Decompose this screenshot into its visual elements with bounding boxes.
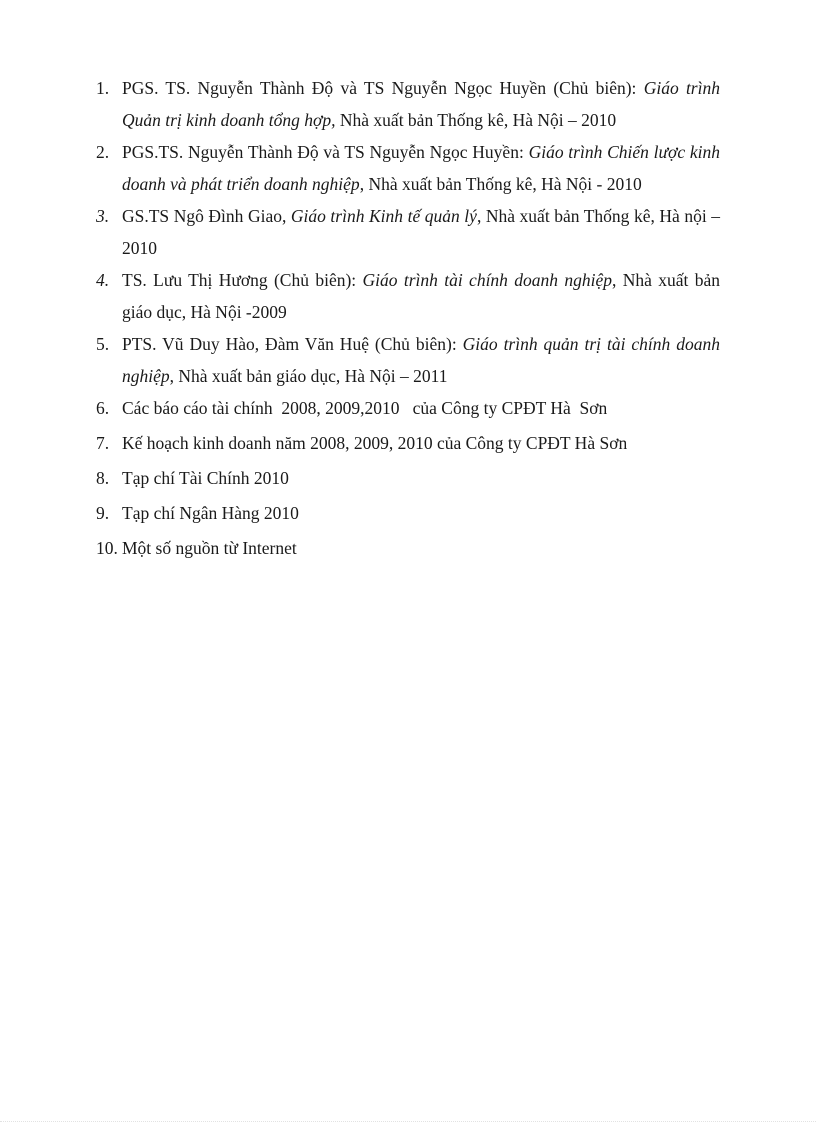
reference-publisher: , Nhà xuất bản Thống kê, Hà Nội - 2010 xyxy=(359,174,642,194)
reference-number: 2. xyxy=(96,142,110,162)
reference-author: PGS.TS. Nguyễn Thành Độ và TS Nguyễn Ngọc Huyền: xyxy=(122,142,529,162)
reference-number: 4. xyxy=(96,270,110,290)
reference-item-2 xyxy=(96,136,720,200)
reference-number: 7. xyxy=(96,433,110,453)
reference-list xyxy=(96,72,720,567)
reference-item-4 xyxy=(96,264,720,328)
reference-number: 6. xyxy=(96,398,110,418)
reference-text: Tạp chí Ngân Hàng 2010 xyxy=(122,503,299,523)
reference-text xyxy=(122,136,720,200)
reference-number: 5. xyxy=(96,334,110,354)
reference-text: Kế hoạch kinh doanh năm 2008, 2009, 2010 của Công ty CPĐT Hà Sơn xyxy=(122,433,628,453)
reference-title: Giáo trình quản trị tài chính doanh nghiệp xyxy=(122,334,720,386)
reference-publisher: , Nhà xuất bản giáo dục, Hà Nội -2009 xyxy=(122,270,720,322)
reference-text xyxy=(122,328,720,392)
page-bottom-divider xyxy=(0,1121,816,1122)
reference-number: 8. xyxy=(96,468,110,488)
reference-item-3 xyxy=(96,200,720,264)
reference-text: Tạp chí Tài Chính 2010 xyxy=(122,468,289,488)
reference-title: Giáo trình tài chính doanh nghiệp xyxy=(362,270,613,290)
reference-number: 1. xyxy=(96,78,110,98)
reference-item-1 xyxy=(96,72,720,136)
reference-number: 10. xyxy=(96,538,118,558)
reference-author: GS.TS Ngô Đình Giao, xyxy=(122,206,291,226)
reference-title: Giáo trình Quản trị kinh doanh tổng hợp, xyxy=(122,78,720,130)
reference-text xyxy=(122,72,720,136)
reference-number: 9. xyxy=(96,503,110,523)
reference-title: Giáo trình Chiến lược kinh doanh và phát triển doanh nghiệp xyxy=(122,142,720,194)
reference-text: Một số nguồn từ Internet xyxy=(122,538,297,558)
reference-item-6 xyxy=(96,392,720,424)
reference-item-10 xyxy=(96,532,720,564)
reference-item-9 xyxy=(96,497,720,529)
reference-author: PTS. Vũ Duy Hào, Đàm Văn Huệ (Chủ biên): xyxy=(122,334,463,354)
reference-publisher: Nhà xuất bản Thống kê, Hà Nội – 2010 xyxy=(335,110,617,130)
reference-author: TS. Lưu Thị Hương (Chủ biên): xyxy=(122,270,363,290)
reference-title: Giáo trình Kinh tế quản lý xyxy=(290,206,477,226)
reference-number: 3. xyxy=(96,206,110,226)
reference-text xyxy=(122,200,720,264)
reference-publisher: , Nhà xuất bản giáo dục, Hà Nội – 2011 xyxy=(169,366,448,386)
reference-text: Các báo cáo tài chính 2008, 2009,2010 của Công ty CPĐT Hà Sơn xyxy=(122,398,608,418)
reference-item-5 xyxy=(96,328,720,392)
reference-text xyxy=(122,264,720,328)
reference-author: PGS. TS. Nguyễn Thành Độ và TS Nguyễn Ngọc Huyền (Chủ biên): xyxy=(122,78,644,98)
reference-item-7 xyxy=(96,427,720,459)
reference-publisher: , Nhà xuất bản Thống kê, Hà nội – 2010 xyxy=(122,206,721,258)
reference-item-8 xyxy=(96,462,720,494)
